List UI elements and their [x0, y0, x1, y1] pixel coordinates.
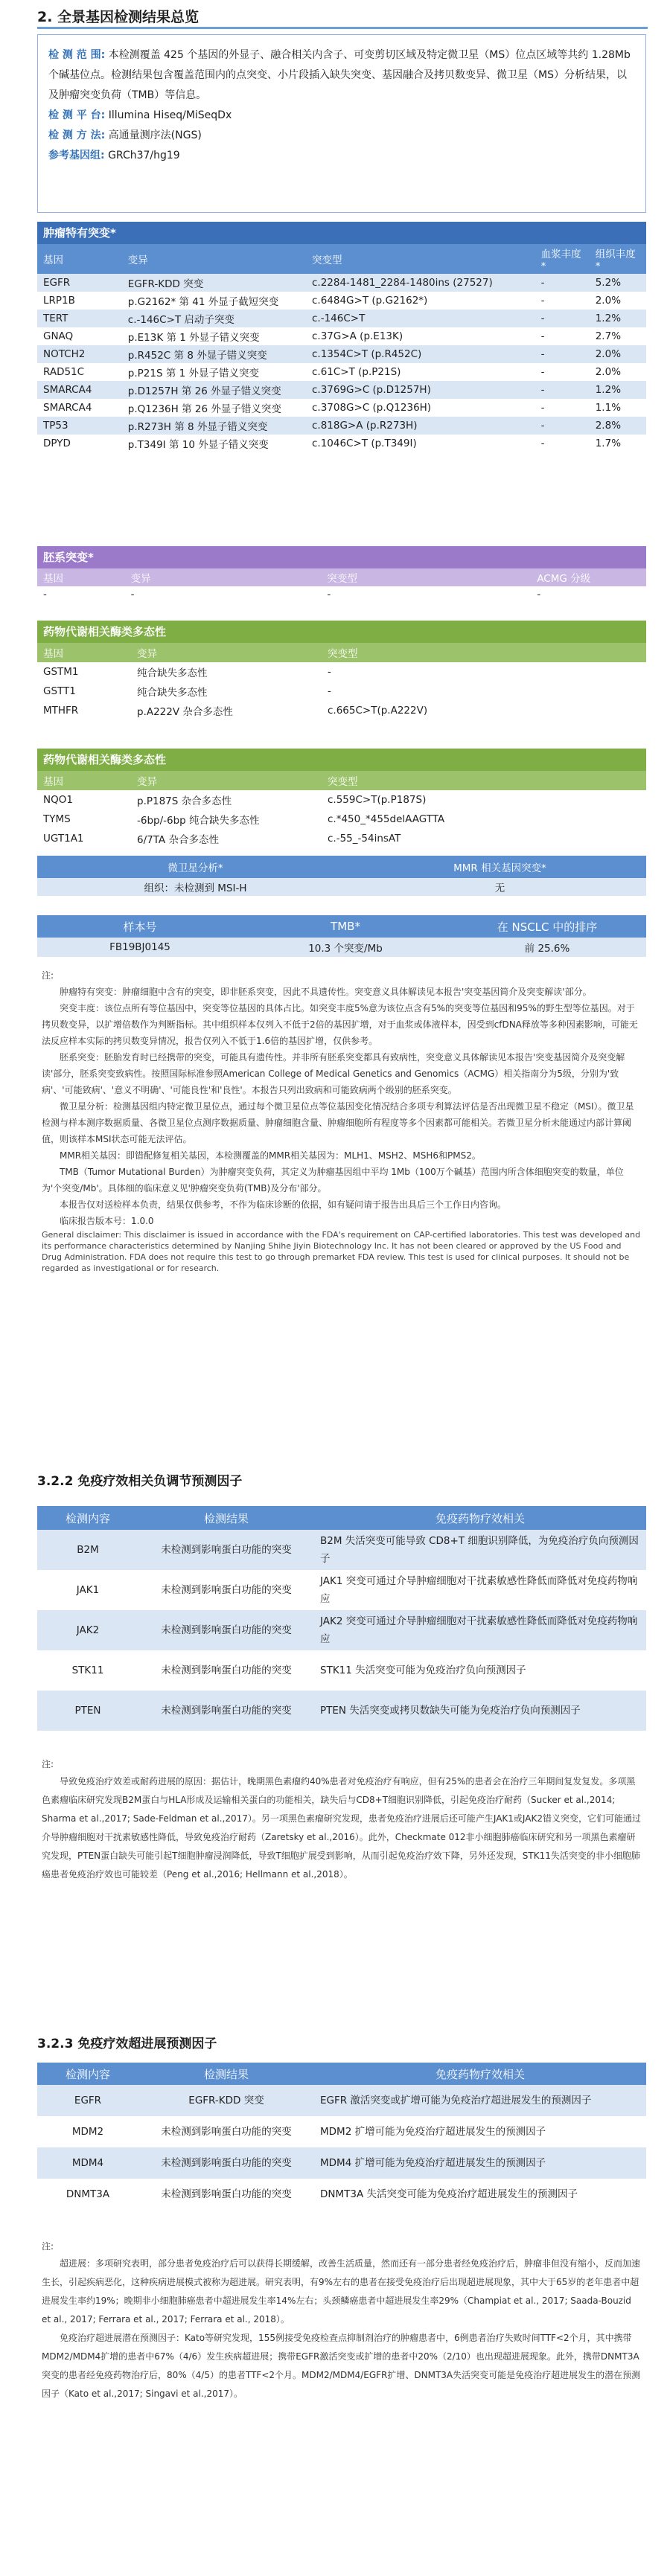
table-cell: p.R452C 第 8 外显子错义突变 [127, 350, 267, 362]
table-cell: DNMT3A [66, 2188, 110, 2200]
scope-range-text: 本检测覆盖 425 个基因的外显子、融合相关内含子、可变剪切区域及特定微卫星（MS）位点区域等共约 1.28Mb 个碱基位点。检测结果包含覆盖范围内的点突变、小片段插入缺失突变、基因融合及拷贝数变异、微卫星（MS）分析结果，以及肿瘤突变负荷（TMB）等信息。 [48, 49, 631, 101]
table-cell: MDM4 扩增可能为免疫治疗超进展发生的预测因子 [320, 2157, 546, 2169]
col-nsclc-rank: 在 NSCLC 中的排序 [497, 920, 598, 934]
section-divider [37, 27, 648, 29]
table-cell: p.D1257H 第 26 外显子错义突变 [127, 385, 281, 397]
table-cell: EGFR-KDD 突变 [188, 2095, 264, 2106]
table-cell: c.2284-1481_2284-1480ins (27527) [311, 277, 493, 289]
table-row [37, 662, 646, 682]
col-variant: 变异 [137, 648, 157, 660]
col-mutation-type: 突变型 [328, 648, 358, 660]
scope-platform-value: Illumina Hiseq/MiSeqDx [108, 109, 232, 121]
drug-metab-body-2 [37, 790, 646, 848]
table-cell: - [328, 666, 331, 678]
table-cell: 未检测到影响蛋白功能的突变 [161, 2188, 292, 2200]
table-row [37, 381, 646, 399]
table-cell: DPYD [43, 438, 71, 449]
cell: - [537, 589, 541, 600]
table-cell: JAK2 [76, 1624, 100, 1636]
table-cell: p.E13K 第 1 外显子错义突变 [127, 332, 260, 344]
table-cell: - [328, 685, 331, 697]
note-immune-resistance: 导致免疫治疗效差或耐药进展的原因：据估计，晚期黑色素瘤约40%患者对免疫治疗有响应，但有25%的患者会在治疗三年期间复发复发。多项黑色素瘤临床研究发现B2M蛋白与HLA形成及运输相关蛋白的功能相关，缺失后与CD8+T细胞识别降低，引起免疫治疗耐药（Sucker et al.,2014; Sharma et al.,2017; Sade-Feldman et al.,2017）。另一项黑色素瘤研究发现，患者免疫治疗进展后还可能产生JAK1或JAK2错义突变，它们可能通过介导肿瘤细胞对干扰素敏感性降低，导致免疫治疗耐药（Zaretsky et al.,2016）。此外，Checkmate 012非小细胞肺癌临床研究和另一项黑色素瘤研究发现，PTEN蛋白缺失可能引起T细胞肿瘤浸润降低，导致T细胞扩展受到影响，从而引起免疫治疗效下降，另外还发现，STK11失活突变的非小细胞肺癌患者免疫治疗效也可能较差（Peng et al.,2016; Hellmann et al.,2018）。 [42, 1776, 641, 1880]
table-cell: - [540, 348, 545, 360]
col-gene: 基因 [43, 573, 63, 585]
table-row [37, 810, 646, 829]
table-cell: - [540, 438, 545, 449]
table-row [37, 363, 646, 381]
table-cell: EGFR [43, 277, 71, 289]
table-row [37, 701, 646, 720]
table-cell: - [540, 420, 545, 432]
table-cell: 2.7% [595, 330, 622, 342]
table-cell: EGFR 激活突变或扩增可能为免疫治疗超进展发生的预测因子 [320, 2095, 592, 2106]
germline-section-header [37, 546, 646, 568]
scope-method-label: 检 测 方 法: [48, 129, 106, 141]
note-tmb: TMB（Tumor Mutational Burden）为肿瘤突变负荷，其定义为肿瘤基因组中平均 1Mb（100万个碱基）范围内所含体细胞突变的数量，单位为'个突变/Mb'。具体细的临床意义见'肿瘤突变负荷(TMB)及分布'部分。 [42, 1167, 624, 1194]
table-cell: MTHFR [43, 705, 79, 717]
table-cell: TYMS [43, 813, 71, 825]
table-cell: 1.7% [595, 438, 622, 449]
table-row [37, 790, 646, 810]
section-322-title: 3.2.2 免疫疗效相关负调节预测因子 [37, 1474, 243, 1489]
table-cell: 5.2% [595, 277, 622, 289]
table-row [37, 1530, 646, 1570]
table-cell: RAD51C [43, 366, 85, 378]
table-cell: 1.2% [595, 313, 622, 324]
msi-value: 组织：未检测到 MSI-H [144, 882, 247, 894]
col-efficacy: 免疫药物疗效相关 [435, 1511, 525, 1525]
immune-negative-body [37, 1530, 646, 1731]
germline-table [37, 568, 646, 603]
mmr-header: MMR 相关基因突变* [453, 862, 546, 874]
table-row [37, 2085, 646, 2116]
table-header-row [37, 856, 646, 878]
table-row [37, 292, 646, 310]
table-cell: c.665C>T(p.A222V) [328, 705, 428, 717]
table-cell: SMARCA4 [43, 402, 92, 414]
note-msi: 微卫星分析：检测基因组内特定微卫星位点，通过每个微卫星位点等位基因变化情况结合多项专利算法评估是否出现微卫星不稳定（MSI）。微卫星检测与样本测序数据质量、各微卫星位点测序数据质量、肿瘤细胞含量、肿瘤细胞所有程度等多个因素都可能相关。若微卫星分析未能通过内部计算阈值，则该样本MSI状态可能无法评估。 [42, 1101, 634, 1144]
table-cell: PTEN [74, 1705, 101, 1717]
table-header-row [37, 244, 646, 274]
note-report-scope: 本报告仅对送检样本负责，结果仅供参考，不作为临床诊断的依据，如有疑问请于报告出具后三个工作日内咨询。 [60, 1199, 507, 1210]
table-header-row [37, 771, 646, 790]
germline-section-title: 胚系突变 [43, 551, 89, 564]
table-cell: MDM2 扩增可能为免疫治疗超进展发生的预测因子 [320, 2126, 546, 2138]
table-cell: c.6484G>T (p.G2162*) [311, 295, 428, 307]
table-row [37, 829, 646, 848]
scope-ref-value: GRCh37/hg19 [108, 150, 180, 161]
col-result: 检测结果 [203, 2067, 249, 2081]
table-cell: GSTT1 [43, 685, 76, 697]
notes-label: 注: [42, 1759, 54, 1769]
col-sample-id: 样本号 [123, 920, 157, 934]
drug-metab-body-1 [37, 662, 646, 720]
table-cell: c.-55_-54insAT [328, 833, 401, 845]
table-cell: - [540, 402, 545, 414]
col-tmb: TMB* [331, 920, 360, 933]
notes-label: 注: [42, 970, 54, 981]
scope-method [48, 126, 635, 146]
scope-ref [48, 146, 635, 166]
table-cell: 2.8% [595, 420, 622, 432]
note-hyperprogression-predictors: 免疫治疗超进展潜在预测因子：Kato等研究发现，155例接受免疫检查点抑制剂治疗的肿瘤患者中，6例患者治疗失败时间TTF<2个月，其中携带MDM2/MDM4扩增的患者中67%（4/6）发生疾病超进展；携带EGFR激活突变或扩增的患者中20%（2/10）也出现超进展现象。此外，携带DNMT3A突变的患者经免疫药物治疗后，80%（4/5）的患者TTF<2个月。MDM2/MDM4/EGFR扩增、DNMT3A失活突变可能是免疫治疗超进展发生的潜在预测因子（Kato et al.,2017; Singavi et al.,2017）。 [42, 2333, 641, 2399]
col-mutation-type: 突变型 [328, 776, 358, 788]
table-cell: 未检测到影响蛋白功能的突变 [161, 1624, 292, 1636]
table-cell: EGFR [74, 2095, 102, 2106]
table-cell: 2.0% [595, 348, 622, 360]
table-cell: JAK2 突变可通过介导肿瘤细胞对干扰素敏感性降低而降低对免疫药物响应 [320, 1615, 638, 1645]
table-cell: 1.1% [595, 402, 622, 414]
cell: - [130, 589, 135, 600]
table-cell: 未检测到影响蛋白功能的突变 [161, 2126, 292, 2138]
table-row [37, 2116, 646, 2147]
table-cell: c.*450_*455delAAGTTA [328, 813, 445, 825]
scope-range [48, 45, 635, 106]
col-mmr [354, 856, 646, 878]
sample-id-value: FB19BJ0145 [109, 941, 170, 953]
table-cell: c.61C>T (p.P21S) [311, 366, 401, 378]
table-cell: 6/7TA 杂合多态性 [137, 834, 219, 846]
drug-metab-table-2 [37, 771, 646, 848]
table-row [37, 435, 646, 452]
table-cell: B2M [77, 1544, 99, 1556]
note-hyperprogression: 超进展：多项研究表明，部分患者免疫治疗后可以获得长期缓解，改善生活质量，然而还有一部分患者经免疫治疗后，肿瘤非但没有缩小，反而加速生长，引起疾病恶化，这种疾病进展模式被称为超进展。研究表明，有9%左右的患者在接受免疫治疗后出现超进展现象，其中大于65岁的老年患者中超进展发生率约19%；晚期非小细胞肺癌患者中超进展发生率14%左右；头颈鳞癌患者中超进展发生率29%（Champiat et al., 2017; Saada-Bouzid et al., 2017; Ferrara et al., 2017; Ferrara et al., 2018）。 [42, 2258, 641, 2325]
table-row [37, 2179, 646, 2210]
table-cell: NOTCH2 [43, 348, 86, 360]
table-cell: c.818G>A (p.R273H) [311, 420, 418, 432]
drug-metab-table-1 [37, 643, 646, 720]
table-row [37, 327, 646, 345]
table-cell: STK11 [71, 1665, 104, 1676]
table-row [37, 1691, 646, 1731]
note-mmr: MMR相关基因：即错配修复相关基因，本检测覆盖的MMR相关基因为：MLH1、MSH2、MSH6和PMS2。 [60, 1150, 481, 1161]
tmb-value: 10.3 个突变/Mb [308, 943, 383, 955]
table-row [37, 586, 646, 603]
table-row [37, 399, 646, 417]
tmb-table [37, 915, 646, 957]
scope-ref-label: 参考基因组: [48, 150, 105, 161]
section-323-title: 3.2.3 免疫疗效超进展预测因子 [37, 2037, 217, 2051]
table-row [37, 938, 646, 957]
table-cell: 纯合缺失多态性 [137, 667, 208, 679]
table-cell: - [540, 384, 545, 396]
table-cell: EGFR-KDD 突变 [127, 278, 204, 290]
notes-section-322 [42, 1756, 642, 1884]
asterisk-mark: * [110, 226, 116, 240]
table-cell: 未检测到影响蛋白功能的突变 [161, 1705, 292, 1717]
table-header-row [37, 1506, 646, 1530]
col-gene: 基因 [43, 648, 63, 660]
note-version: 临床报告版本号：1.0.0 [60, 1216, 154, 1226]
drug-metab-section-header-1 [37, 621, 646, 643]
table-row [37, 310, 646, 327]
table-cell: LRP1B [43, 295, 75, 307]
col-efficacy: 免疫药物疗效相关 [435, 2067, 525, 2081]
table-row [37, 417, 646, 435]
notes-section-323 [42, 2238, 642, 2403]
note-tumor-mutation: 肿瘤特有突变：肿瘤细胞中含有的突变，即非胚系突变，因此不具遗传性。突变意义具体解读见本报告'突变基因简介及突变解读'部分。 [60, 987, 592, 997]
msi-table [37, 856, 646, 896]
table-cell: DNMT3A 失活突变可能为免疫治疗超进展发生的预测因子 [320, 2188, 578, 2200]
table-cell: 未检测到影响蛋白功能的突变 [161, 1584, 292, 1596]
drug-metab-section-header-2 [37, 749, 646, 771]
col-result: 检测结果 [203, 1511, 249, 1525]
table-header-row [37, 915, 646, 938]
col-msi [37, 856, 354, 878]
table-cell: c.559C>T(p.P187S) [328, 794, 427, 806]
table-cell: c.3708G>C (p.Q1236H) [311, 402, 432, 414]
table-cell: NQO1 [43, 794, 73, 806]
table-header-row [37, 568, 646, 586]
table-cell: p.A222V 杂合多态性 [137, 706, 233, 718]
notes-label: 注: [42, 2241, 54, 2252]
table-cell: GSTM1 [43, 666, 79, 678]
col-variant: 变异 [127, 254, 148, 266]
table-cell: 未检测到影响蛋白功能的突变 [161, 2157, 292, 2169]
table-cell: - [540, 295, 545, 307]
table-cell: SMARCA4 [43, 384, 92, 396]
cell: - [43, 589, 47, 600]
asterisk-mark: * [88, 551, 94, 564]
cell: - [327, 589, 331, 600]
table-cell: c.1046C>T (p.T349I) [311, 438, 417, 449]
table-cell: MDM4 [71, 2157, 104, 2169]
table-cell: 2.0% [595, 366, 622, 378]
col-variant: 变异 [130, 573, 151, 585]
table-row [37, 878, 646, 896]
notes-section-1 [42, 967, 642, 1274]
scope-range-label: 检 测 范 围: [48, 49, 106, 61]
table-row [37, 682, 646, 701]
table-row [37, 345, 646, 363]
col-gene: 基因 [43, 254, 63, 266]
drug-metab-title-1: 药物代谢相关酶类多态性 [43, 625, 167, 638]
immune-negative-table [37, 1506, 646, 1731]
hyperprogression-body [37, 2085, 646, 2210]
tumor-table-body [37, 274, 646, 452]
col-acmg: ACMG 分级 [537, 573, 591, 585]
table-cell: p.G2162* 第 41 外显子截短突变 [127, 296, 279, 308]
scope-method-value: 高通量测序法(NGS) [108, 129, 202, 141]
table-cell: MDM2 [71, 2126, 104, 2138]
table-cell: - [540, 330, 545, 342]
tumor-mutation-table [37, 244, 646, 452]
table-cell: c.1354C>T (p.R452C) [311, 348, 422, 360]
note-germline: 胚系突变：胚胎发育时已经携带的突变，可能具有遗传性。并非所有胚系突变都具有致病性，突变意义具体解读见本报告'突变基因简介及突变解读'部分，胚系突变致病性。按照国际标准参照American College of Medical Genetics and Genomics（ACMG）相关指南分为5级，分别为'致病'、'可能致病'、'意义不明确'、'可能良性'和'良性'。本报告只列出致病和可能致病两个级别的胚系突变。 [42, 1052, 625, 1095]
note-abundance: 突变丰度：该位点所有等位基因中，突变等位基因的具体占比。如突变丰度5%意为该位点含有5%的突变等位基因和95%的野生型等位基因。对于拷贝数变异，以扩增倍数作为判断指标。其中组织样本仅列入不低于2倍的基因扩增，对于血浆或体液样本，因受到cfDNA释放等多种因素影响，可能无法反应样本实际的拷贝数变异情况，报告仅列入不低于1.6倍的基因扩增，仅供参考。 [42, 1003, 638, 1046]
table-cell: - [540, 277, 545, 289]
table-cell: c.37G>A (p.E13K) [311, 330, 403, 342]
table-cell: GNAQ [43, 330, 74, 342]
tumor-section-header [37, 222, 646, 244]
tumor-section-title: 肿瘤特有突变 [43, 226, 111, 240]
col-mutation-type: 突变型 [311, 254, 342, 266]
table-cell: - [540, 366, 545, 378]
msi-header: 微卫星分析* [168, 862, 223, 874]
table-cell: c.-146C>T [311, 313, 366, 324]
table-cell: 未检测到影响蛋白功能的突变 [161, 1665, 292, 1676]
table-cell: c.-146C>T 启动子突变 [127, 314, 234, 326]
table-cell: p.P187S 杂合多态性 [137, 795, 232, 807]
table-row [37, 274, 646, 292]
hyperprogression-table [37, 2063, 646, 2210]
table-cell: UGT1A1 [43, 833, 84, 845]
mmr-value: 无 [494, 882, 505, 894]
col-gene: 基因 [43, 776, 63, 788]
table-cell: TERT [43, 313, 68, 324]
col-item: 检测内容 [65, 1511, 110, 1525]
table-cell: B2M 失活突变可能导致 CD8+T 细胞识别降低，为免疫治疗负向预测因子 [320, 1535, 639, 1565]
table-cell: p.R273H 第 8 外显子错义突变 [127, 421, 268, 433]
nsclc-rank-value: 前 25.6% [524, 943, 570, 955]
table-cell: - [540, 313, 545, 324]
col-plasma-abundance: 血浆丰度* [540, 249, 581, 272]
table-cell: 2.0% [595, 295, 622, 307]
table-cell: JAK1 突变可通过介导肿瘤细胞对干扰素敏感性降低而降低对免疫药物响应 [320, 1575, 638, 1605]
table-row [37, 1570, 646, 1610]
table-cell: 纯合缺失多态性 [137, 687, 208, 699]
table-cell: -6bp/-6bp 纯合缺失多态性 [137, 815, 260, 827]
table-cell: 1.2% [595, 384, 622, 396]
scope-platform [48, 106, 635, 126]
scope-platform-label: 检 测 平 台: [48, 109, 106, 121]
table-cell: TP53 [43, 420, 68, 432]
col-mutation-type: 突变型 [327, 573, 357, 585]
table-header-row [37, 643, 646, 662]
table-row [37, 1650, 646, 1691]
col-variant: 变异 [137, 776, 157, 788]
table-header-row [37, 2063, 646, 2085]
table-cell: p.T349I 第 10 外显子错义突变 [127, 439, 269, 451]
table-cell: PTEN 失活突变或拷贝数缺失可能为免疫治疗负向预测因子 [320, 1705, 581, 1717]
col-tissue-abundance: 组织丰度* [595, 249, 636, 272]
section-title: 2. 全景基因检测结果总览 [37, 9, 200, 25]
table-cell: STK11 失活突变可能为免疫治疗负向预测因子 [320, 1665, 526, 1676]
col-item: 检测内容 [65, 2067, 110, 2081]
table-row [37, 1610, 646, 1650]
note-disclaimer: General disclaimer: This disclaimer is issued in accordance with the FDA's requirement on CAP-certified laboratories. This test was developed and its performance characteristics determined by Nanjing Shihe Jiyin Biotechnology Inc. It has not been cleared or approved by the US Food and Drug Administration. FDA does not require this test to go through premarket FDA review. This test is used for clinical purposes. It should not be regarded as investigational or for research. [42, 1230, 641, 1273]
test-scope-box [37, 34, 646, 213]
table-cell: p.Q1236H 第 26 外显子错义突变 [127, 403, 281, 415]
table-cell: JAK1 [76, 1584, 100, 1596]
table-cell: 未检测到影响蛋白功能的突变 [161, 1544, 292, 1556]
table-cell: p.P21S 第 1 外显子错义突变 [127, 368, 260, 379]
drug-metab-title-2: 药物代谢相关酶类多态性 [43, 753, 167, 766]
table-row [37, 2147, 646, 2179]
table-cell: c.3769G>C (p.D1257H) [311, 384, 431, 396]
